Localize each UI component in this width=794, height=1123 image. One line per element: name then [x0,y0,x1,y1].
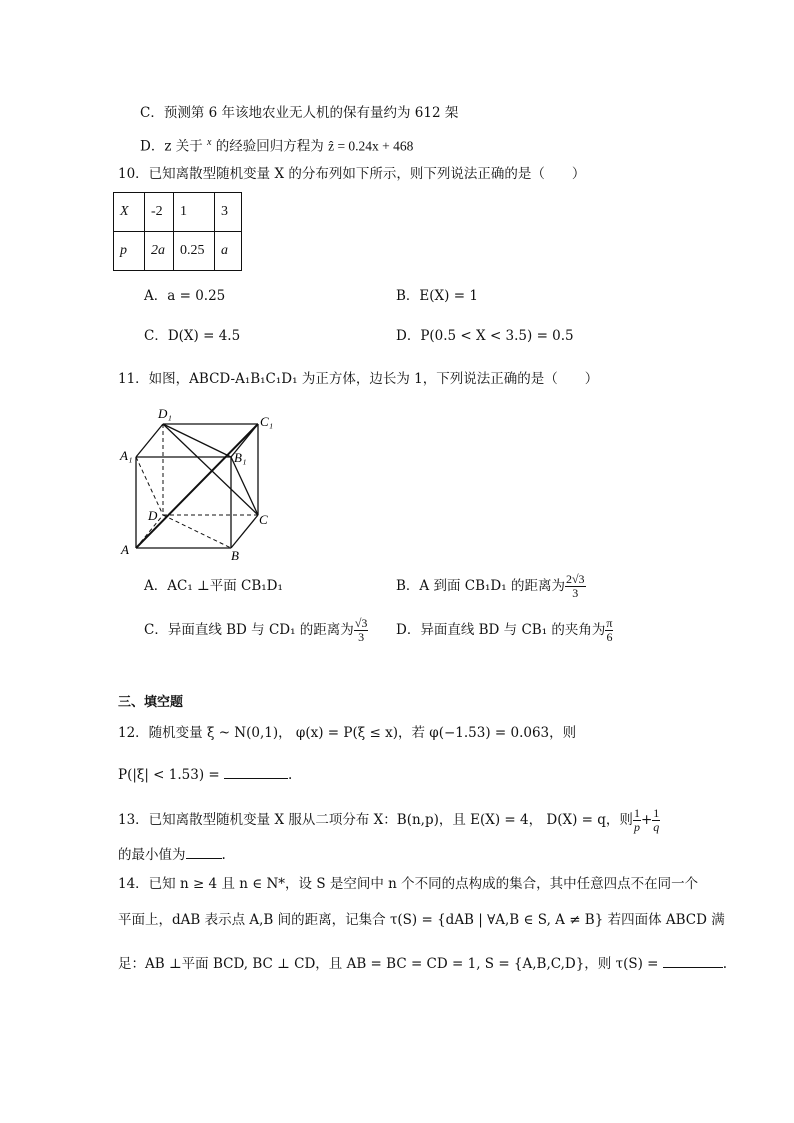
q11-stem: 11．如图，ABCD-A₁B₁C₁D₁ 为正方体，边长为 1，下列说法正确的是（ ） [118,371,599,387]
table-cell: p [114,232,145,271]
q11-option-c-text: C．异面直线 BD 与 CD₁ 的距离为 [144,622,354,638]
q10-stem: 10．已知离散型随机变量 X 的分布列如下所示，则下列说法正确的是（ ） [118,166,586,182]
q10-option-b: B．E(X) = 1 [396,288,478,304]
fraction-numerator: √3 [354,616,368,630]
q13-period: . [221,847,226,863]
vertex-label-A: A [121,542,129,557]
table-row [114,232,242,271]
vertex-label-C1: C₁ [260,414,274,429]
q14-line3 [118,953,727,974]
q11-option-b [396,566,586,606]
q11-option-c-fraction [354,617,369,644]
vertex-label-A1: A₁ [120,448,133,463]
q10-option-c: C．D(X) = 4.5 [144,328,241,344]
table-cell: 2a [145,232,174,271]
q11-option-d-fraction [605,617,613,644]
q14-line3-text: 足：AB ⊥平面 BCD, BC ⊥ CD，且 AB = BC = CD = 1, S = {A,B,C,D}，则 τ(S) = [118,956,659,972]
answer-blank[interactable] [224,764,288,779]
edge-BC [231,515,258,548]
vertex-label-C: C [259,512,268,527]
section-title: 三、填空题 [118,695,184,710]
q13-line2-text: 的最小值为 [118,847,186,863]
segment-B1C [231,457,258,515]
q9-option-d [140,133,413,157]
fraction-numerator: 1 [633,806,640,820]
table-row [114,193,242,232]
fraction-denominator: 3 [358,630,365,644]
table-cell: -2 [145,193,174,232]
hidden-segment-DB [163,515,231,548]
vertex-label-B: B [231,548,239,562]
q9-option-d-mid: 的经验回归方程为 [211,138,329,155]
q10-option-a: A．a = 0.25 [144,288,226,304]
q12-line1: 12．随机变量 ξ ~ N(0,1)， φ(x) = P(ξ ≤ x)，若 φ(−1.53) = 0.063，则 [118,725,577,741]
vertex-label-D1: D₁ [158,406,172,421]
q14-line2: 平面上，dAB 表示点 A,B 间的距离，记集合 τ(S) = {dAB | ∀A,B ∈ S, A ≠ B} 若四面体 ABCD 满 [118,912,725,928]
fraction-numerator: 2√3 [565,572,585,586]
fraction-numerator: π [606,616,613,630]
vertex-label-D: D [148,508,158,523]
q11-option-c [144,610,368,650]
answer-blank[interactable] [186,844,222,859]
q11-option-b-fraction [565,573,586,600]
distribution-table [113,192,242,271]
fraction-numerator: 1 [653,806,660,820]
table-cell: 0.25 [174,232,215,271]
q12-line2: P(|ξ| < 1.53) = . [118,764,292,785]
table-cell: a [215,232,242,271]
q9-option-d-var: x [207,137,212,148]
q9-option-d-prefix: D．z 关于 [140,138,208,155]
q11-option-b-text: B．A 到面 CB₁D₁ 的距离为 [396,578,565,594]
fraction-denominator: 6 [606,630,613,644]
table-cell: 3 [215,193,242,232]
fraction-denominator: p [633,820,640,834]
q10-option-d: D．P(0.5 < X < 3.5) = 0.5 [396,328,574,344]
segment-AC1 [136,424,258,548]
q13-fraction-2 [652,807,660,834]
fraction-denominator: 3 [572,586,579,600]
fraction-denominator: q [653,820,660,834]
q13-line1-text: 13．已知离散型随机变量 X 服从二项分布 X：B(n,p)，且 E(X) = 4， D(X) = q，则 [118,812,633,828]
hidden-segment-A1D [136,457,163,515]
plus-sign: + [640,812,653,828]
q11-option-a: A．AC₁ ⊥平面 CB₁D₁ [144,578,283,594]
table-cell: X [114,193,145,232]
q13-line2 [118,844,226,865]
q14-line1: 14．已知 n ≥ 4 且 n ∈ N*，设 S 是空间中 n 个不同的点构成的集合，其中任意四点不在同一个 [118,876,699,892]
edge-A1D1 [136,424,163,457]
answer-blank[interactable] [663,953,723,968]
q11-option-d-text: D．异面直线 BD 与 CB₁ 的夹角为 [396,622,606,638]
q9-option-d-equation: ẑ = 0.24x + 468 [328,138,414,154]
q12-line2-text: P(|ξ| < 1.53) = [118,767,220,783]
q11-option-d [396,610,613,650]
q13-fraction-1 [633,807,641,834]
segment-D1B1 [163,424,231,457]
table-cell: 1 [174,193,215,232]
q9-option-c: C．预测第 6 年该地农业无人机的保有量约为 612 架 [140,105,459,121]
q14-period: . [722,956,728,972]
cube-diagram [118,402,288,562]
vertex-label-B1: B₁ [234,450,247,465]
q13-line1 [118,798,660,842]
